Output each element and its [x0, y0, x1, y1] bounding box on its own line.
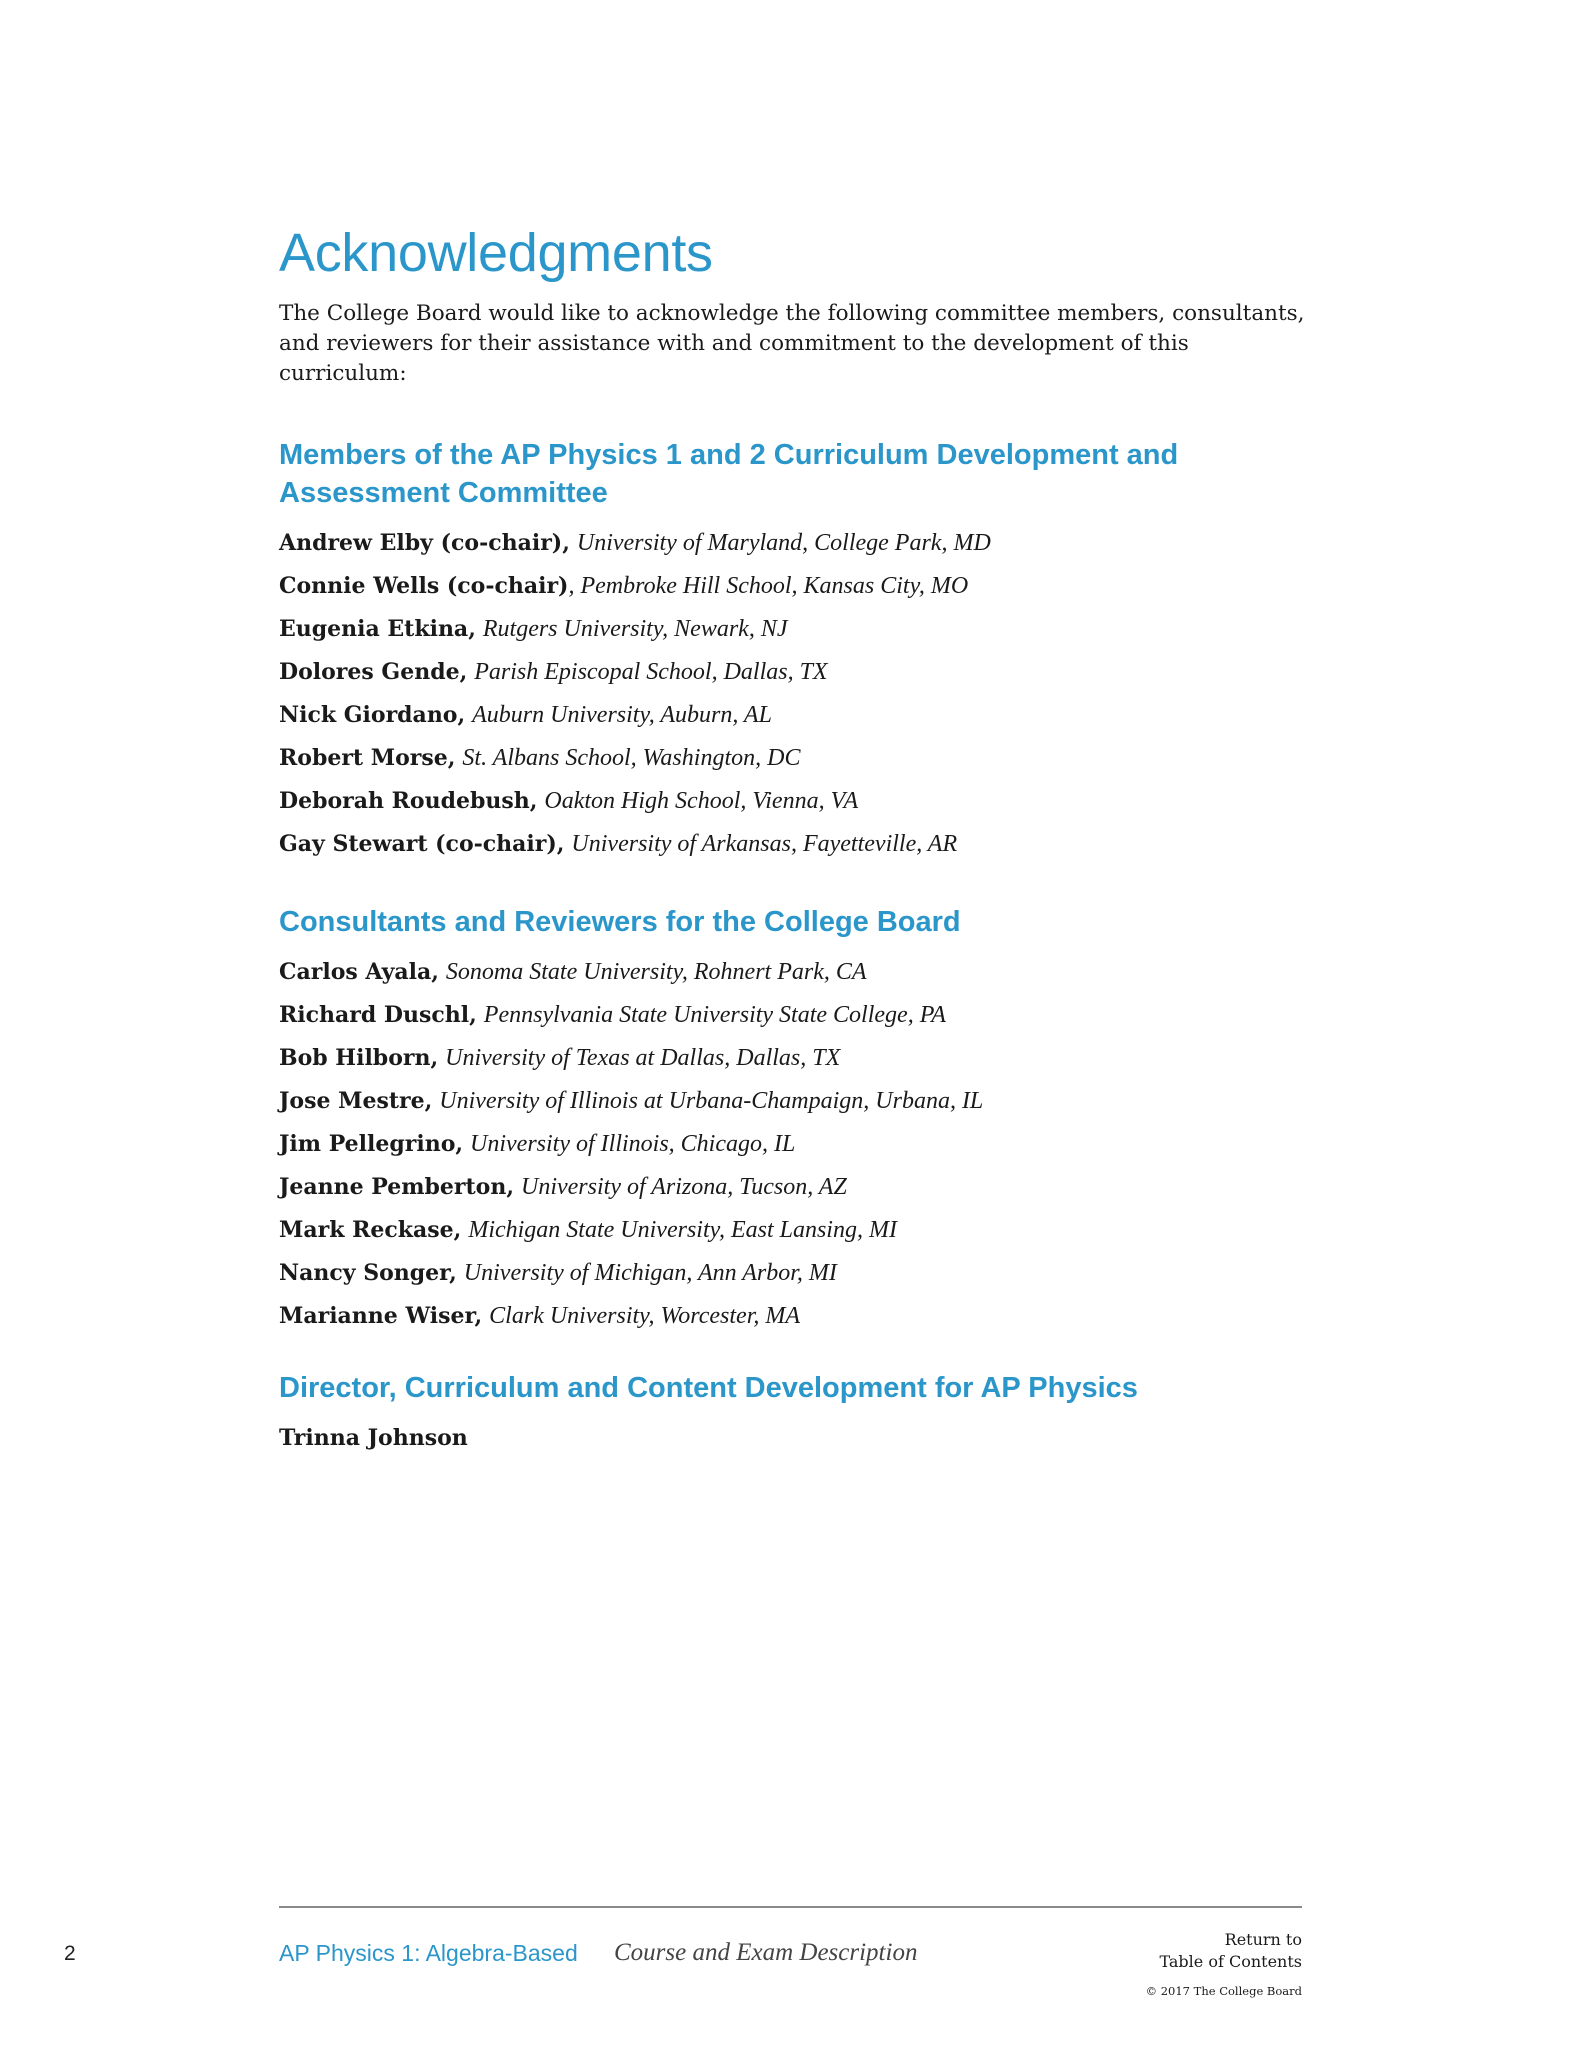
person-name: Connie Wells (co-chair) — [279, 573, 569, 599]
person-affiliation: University of Michigan, Ann Arbor, MI — [463, 1260, 837, 1286]
person-entry — [279, 994, 1319, 1037]
committee-section — [279, 436, 1319, 866]
person-affiliation: Parish Episcopal School, Dallas, TX — [474, 659, 828, 685]
footer-divider — [279, 1906, 1302, 1908]
person-affiliation: Clark University, Worcester, MA — [489, 1303, 801, 1329]
person-entry — [279, 1080, 1319, 1123]
person-name: Jim Pellegrino, — [279, 1131, 464, 1157]
person-entry — [279, 1252, 1319, 1295]
person-name: Nancy Songer, — [279, 1260, 457, 1286]
person-affiliation: University of Arkansas, Fayetteville, AR — [571, 831, 958, 857]
person-entry — [279, 694, 1319, 737]
page-number: 2 — [64, 1942, 76, 1965]
person-name: Robert Morse, — [279, 745, 456, 771]
person-name: Marianne Wiser, — [279, 1303, 483, 1329]
person-entry — [279, 651, 1319, 694]
table-of-contents-line: Table of Contents — [1159, 1952, 1302, 1971]
person-name: Jose Mestre, — [279, 1088, 433, 1114]
person-affiliation: Pennsylvania State University State College, PA — [483, 1002, 946, 1028]
consultants-section — [279, 903, 1319, 1338]
person-entry — [279, 1037, 1319, 1080]
person-affiliation: Rutgers University, Newark, NJ — [482, 616, 788, 642]
person-entry — [279, 1123, 1319, 1166]
director-section — [279, 1369, 1319, 1459]
person-entry — [279, 608, 1319, 651]
person-affiliation: Oakton High School, Vienna, VA — [544, 788, 859, 814]
return-to-toc-link[interactable] — [1159, 1929, 1302, 1973]
intro-paragraph: The College Board would like to acknowledge the following committee members, consultants, and reviewers for their assistance with and commitment to the development of this curriculum: — [279, 301, 1305, 386]
person-entry — [279, 737, 1319, 780]
person-name: Deborah Roudebush, — [279, 788, 538, 814]
copyright-notice: © 2017 The College Board — [1145, 1984, 1302, 1998]
person-affiliation: University of Illinois at Urbana-Champaign, Urbana, IL — [439, 1088, 984, 1114]
person-name: Gay Stewart (co-chair), — [279, 831, 565, 857]
person-name: Bob Hilborn, — [279, 1045, 439, 1071]
person-affiliation: Sonoma State University, Rohnert Park, CA — [445, 959, 867, 985]
director-name: Trinna Johnson — [279, 1425, 468, 1451]
return-to-line: Return to — [1224, 1930, 1302, 1949]
person-affiliation: University of Maryland, College Park, MD — [576, 530, 991, 556]
person-name: Carlos Ayala, — [279, 959, 439, 985]
committee-list — [279, 522, 1319, 866]
person-affiliation: University of Arizona, Tucson, AZ — [521, 1174, 847, 1200]
person-entry — [279, 1166, 1319, 1209]
person-entry — [279, 823, 1319, 866]
person-name: Mark Reckase, — [279, 1217, 462, 1243]
person-affiliation: University of Illinois, Chicago, IL — [470, 1131, 796, 1157]
person-affiliation: Michigan State University, East Lansing, MI — [468, 1217, 897, 1243]
person-entry — [279, 1209, 1319, 1252]
consultants-list — [279, 951, 1319, 1338]
page-title: Acknowledgments — [279, 223, 713, 283]
person-name: Richard Duschl, — [279, 1002, 477, 1028]
footer-course-title: AP Physics 1: Algebra-Based — [279, 1940, 578, 1966]
person-affiliation: Auburn University, Auburn, AL — [472, 702, 772, 728]
person-entry — [279, 1295, 1319, 1338]
person-name: Andrew Elby (co-chair), — [279, 530, 570, 556]
person-entry — [279, 951, 1319, 994]
person-name: Jeanne Pemberton, — [279, 1174, 514, 1200]
committee-heading — [279, 436, 1319, 512]
director-heading: Director, Curriculum and Content Development for AP Physics — [279, 1372, 1138, 1404]
person-entry — [279, 522, 1319, 565]
person-entry — [279, 565, 1319, 608]
consultants-heading: Consultants and Reviewers for the College Board — [279, 906, 961, 938]
person-affiliation: University of Texas at Dallas, Dallas, TX — [445, 1045, 841, 1071]
committee-heading-line1: Members of the AP Physics 1 and 2 Curriculum Development and — [279, 439, 1179, 471]
person-name: Dolores Gende, — [279, 659, 468, 685]
committee-heading-line2: Assessment Committee — [279, 477, 608, 509]
person-affiliation: , Pembroke Hill School, Kansas City, MO — [568, 573, 969, 599]
person-affiliation: St. Albans School, Washington, DC — [462, 745, 801, 771]
person-name: Nick Giordano, — [279, 702, 466, 728]
person-entry — [279, 780, 1319, 823]
person-name: Eugenia Etkina, — [279, 616, 476, 642]
footer-document-type: Course and Exam Description — [614, 1939, 918, 1966]
